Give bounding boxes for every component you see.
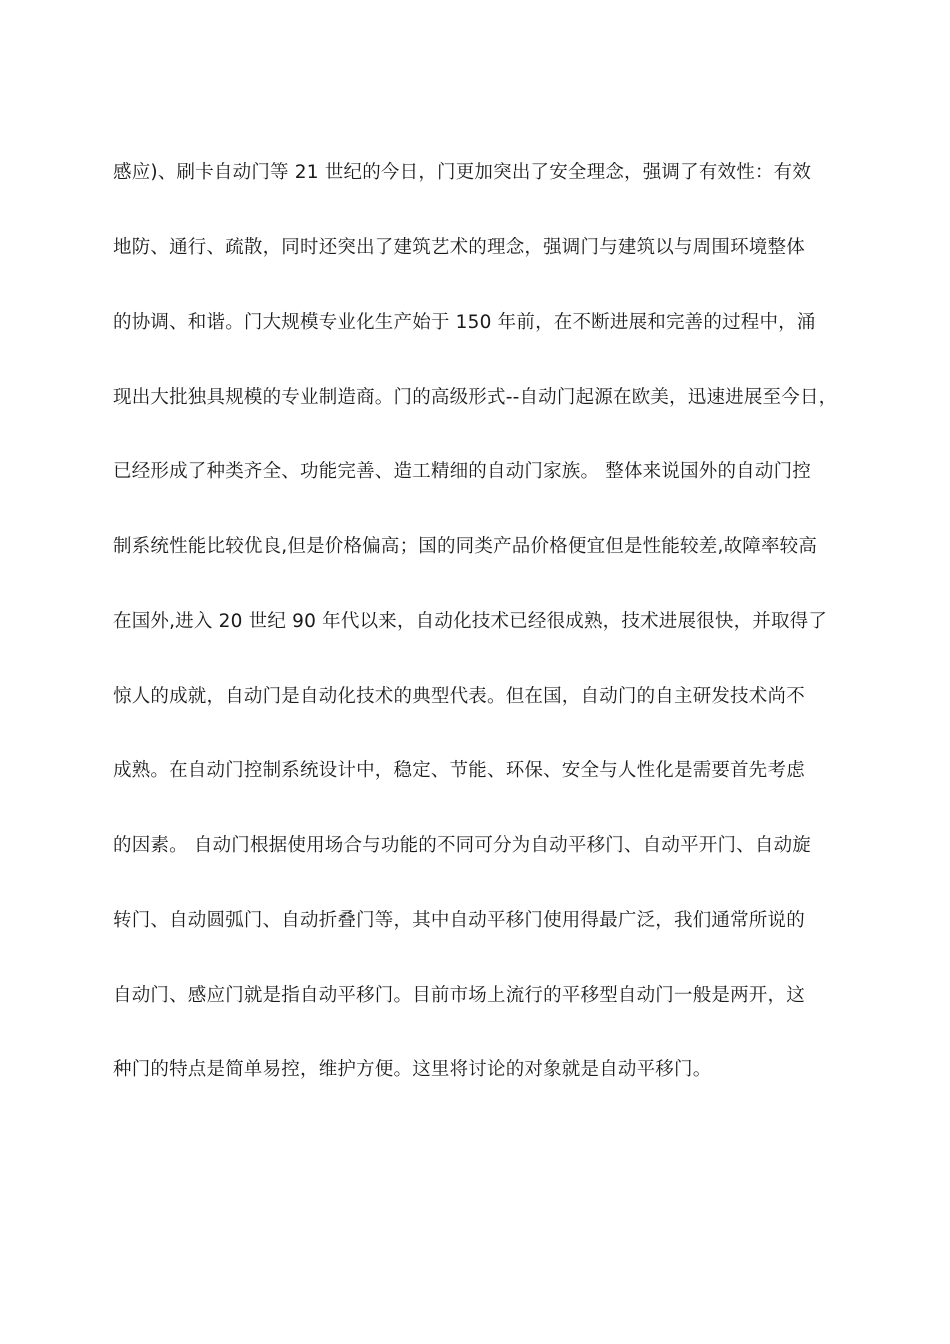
text-line: 地防、通行、疏散，同时还突出了建筑艺术的理念，强调门与建筑以与周围环境整体 (113, 237, 805, 258)
text-line: 在国外,进入 20 世纪 90 年代以来，自动化技术已经很成熟，技术进展很快，并取得了 (113, 611, 828, 632)
text-line: 现出大批独具规模的专业制造商。门的高级形式--自动门起源在欧美，迅速进展至今日， (113, 387, 838, 408)
text-line: 成熟。在自动门控制系统设计中，稳定、节能、环保、安全与人性化是需要首先考虑 (113, 760, 805, 781)
text-line: 感应)、刷卡自动门等 21 世纪的今日，门更加突出了安全理念，强调了有效性：有效 (113, 162, 812, 183)
text-line: 自动门、感应门就是指自动平移门。目前市场上流行的平移型自动门一般是两开，这 (113, 985, 805, 1006)
text-line: 惊人的成就，自动门是自动化技术的典型代表。但在国，自动门的自主研发技术尚不 (113, 686, 805, 707)
text-line: 转门、自动圆弧门、自动折叠门等，其中自动平移门使用得最广泛，我们通常所说的 (113, 910, 805, 931)
text-line: 制系统性能比较优良,但是价格偏高；国的同类产品价格便宜但是性能较差,故障率较高 (113, 536, 818, 557)
text-line: 的因素。 自动门根据使用场合与功能的不同可分为自动平移门、自动平开门、自动旋 (113, 835, 811, 856)
text-line: 的协调、和谐。门大规模专业化生产始于 150 年前，在不断进展和完善的过程中，涌 (113, 312, 816, 333)
text-line: 已经形成了种类齐全、功能完善、造工精细的自动门家族。 整体来说国外的自动门控 (113, 461, 811, 482)
text-line: 种门的特点是简单易控，维护方便。这里将讨论的对象就是自动平移门。 (113, 1059, 712, 1080)
